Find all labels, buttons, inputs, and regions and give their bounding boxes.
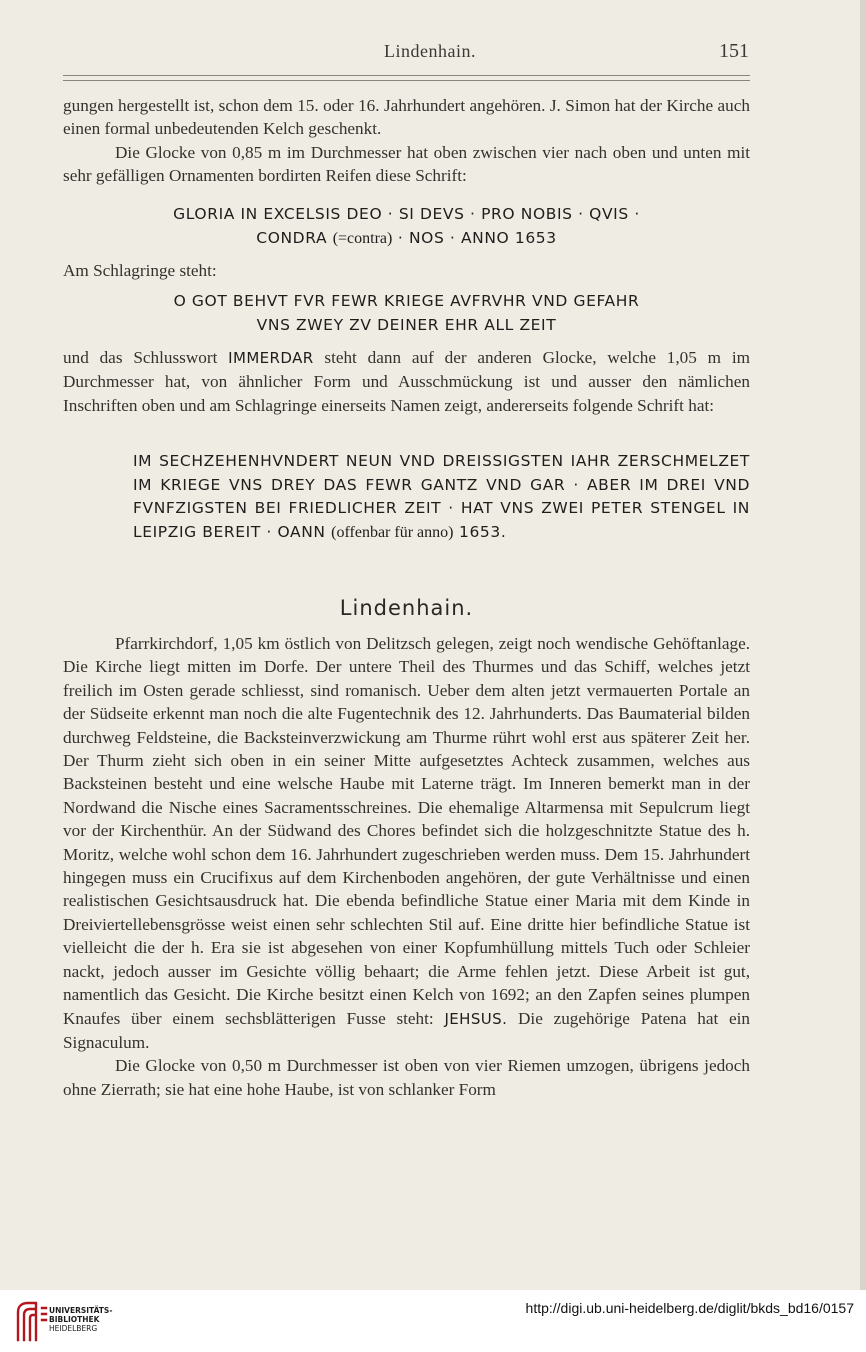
paragraph-text-part: Pfarrkirchdorf, 1,05 km östlich von Delitzsch gelegen, zeigt noch wendische Gehöftanlage. Die Kirche liegt mitten im Dorfe. Der untere Theil des Thurmes und das Schiff, welches jetzt freilich im Osten gerade schliesst, sind romanisch. Ueber dem alten jetzt vermauerten Portale an der Südseite erkennt man noch die alte Fugentechnik des 12. Jahrhunderts. Das Baumaterial bilden durchweg Feldsteine, die Backsteinverzwickung am Thurme rührt wohl erst aus späterer Zeit her. Der Thurm zieht sich oben in ein seiner Mitte aufgesetztes Achteck zusammen, welches aus Backsteinen besteht und eine welsche Haube mit Laterne trägt. Im Inneren bemerkt man in der Nordwand die Nische eines Sacramentsschreines. Die ehemalige Altarmensa mit Sepulcrum liegt vor der Kirchenthür. An der Südwand des Chores befindet sich die holzgeschnitzte Statue des h. Moritz, welche wohl schon dem 16. Jahrhundert zugeschrieben werden muss. Dem 15. Jahrhundert hingegen muss ein Crucifixus auf dem Kirchenboden angehören, der gute Verhältnisse und einen realistischen Gesichtsausdruck hat. Die ebenda befindliche Statue einer Maria mit dem Kinde in Dreiviertellebensgrösse weist einen sehr schlechten Stil auf. Eine dritte hier befindliche Statue ist vielleicht die der h. Era sie ist abgesehen von einer Kopfumhüllung mittels Tuch oder Schleier nackt, jedoch ausser im Gesichte völlig behaart; die Arme fehlen jetzt. Diese Arbeit ist gut, namentlich das Gesicht. Die Kirche besitzt einen Kelch von 1692; an den Zapfen seines plumpen Knaufes über einem sechsblätterigen Fusse steht: [63, 634, 750, 1028]
inscription-text [133, 450, 750, 544]
paragraph-text-part: Die zugehörige Patena hat ein Signaculum. [63, 1008, 751, 1052]
inscription-word: JEHSUS. [444, 1009, 508, 1028]
inscription-line [63, 227, 750, 251]
bell-inscription-2 [63, 290, 750, 337]
paragraph-second-bell [63, 346, 750, 417]
inscription-note: (=contra) [332, 229, 393, 247]
paragraph-text-part: steht dann auf der anderen Glocke, welche 1,05 m im Durchmesser hat, von ähnlicher Form und Ausschmückung ist und ausser den nämlichen Inschriften oben und am Schlagringe einerseits Namen zeigt, andererseits folgende Schrift hat: [63, 348, 751, 415]
inscription-word: CONDRA [256, 228, 328, 247]
logo-line: BIBLIOTHEK [49, 1315, 100, 1324]
permalink-url[interactable]: http://digi.ub.uni-heidelberg.de/diglit/bkds_bd16/0157 [525, 1300, 854, 1316]
running-head: Lindenhain. [384, 41, 476, 61]
paragraph-text [63, 632, 750, 1054]
page-number: 151 [719, 40, 749, 62]
paragraph-text: Am Schlagringe steht: [63, 261, 217, 280]
paragraph-lindenhain [63, 632, 750, 1101]
page-edge [860, 0, 866, 1290]
inscription-line: GLORIA IN EXCELSIS DEO · SI DEVS · PRO NOBIS · QVIS · [173, 205, 640, 223]
header-rule-top [63, 75, 750, 76]
schlagring-intro [63, 259, 750, 282]
inscription-line: O GOT BEHVT FVR FEWR KRIEGE AVFRVHR VND GEFAHR [173, 292, 640, 310]
logo-line: UNIVERSITÄTS- [49, 1306, 113, 1315]
paragraph-text-part: und das Schlusswort [63, 348, 218, 367]
paragraph-text [63, 346, 750, 417]
inscription-line: VNS ZWEY ZV DEINER EHR ALL ZEIT [256, 315, 557, 334]
section-title: Lindenhain. [339, 596, 474, 620]
inscription-word: · NOS · ANNO 1653 [397, 228, 557, 247]
inscription-year: 1653. [458, 522, 507, 541]
paragraph-text: Die Glocke von 0,85 m im Durchmesser hat oben zwischen vier nach oben und unten mit sehr gefälligen Ornamenten bordirten Reifen diese Schrift: [63, 142, 750, 186]
paragraph-text: Die Glocke von 0,50 m Durchmesser ist oben von vier Riemen umzogen, übrigens jedoch ohne Zierrath; sie hat eine hohe Haube, ist von schlanker Form [63, 1056, 750, 1099]
inscription-body: IM SECHZEHENHVNDERT NEUN VND DREISSIGSTEN IAHR ZERSCHMELZET IM KRIEGE VNS DREY DAS FEWR GANTZ VND GAR · ABER IM DREI VND FVNFZIGSTEN BEI FRIEDLICHER ZEIT · HAT VNS ZWEI PETER STENGEL IN LEIPZIG BEREIT · OANN [133, 452, 750, 541]
footer-bar [0, 1290, 866, 1352]
bell-inscription-3 [133, 450, 750, 544]
header-rule-bottom [63, 80, 750, 81]
logo-wordmark [49, 1306, 112, 1333]
university-library-logo-icon [12, 1300, 52, 1344]
paragraph-continuation [63, 94, 750, 188]
inscription-word: IMMERDAR [228, 349, 314, 367]
paragraph-text: gungen hergestellt ist, schon dem 15. oder 16. Jahrhundert angehören. J. Simon hat der Kirche auch einen formal unbedeutenden Kelch geschenkt. [63, 96, 750, 139]
inscription-note: (offenbar für anno) [331, 523, 454, 541]
bell-inscription-1 [63, 203, 750, 250]
logo-line: HEIDELBERG [49, 1324, 98, 1333]
